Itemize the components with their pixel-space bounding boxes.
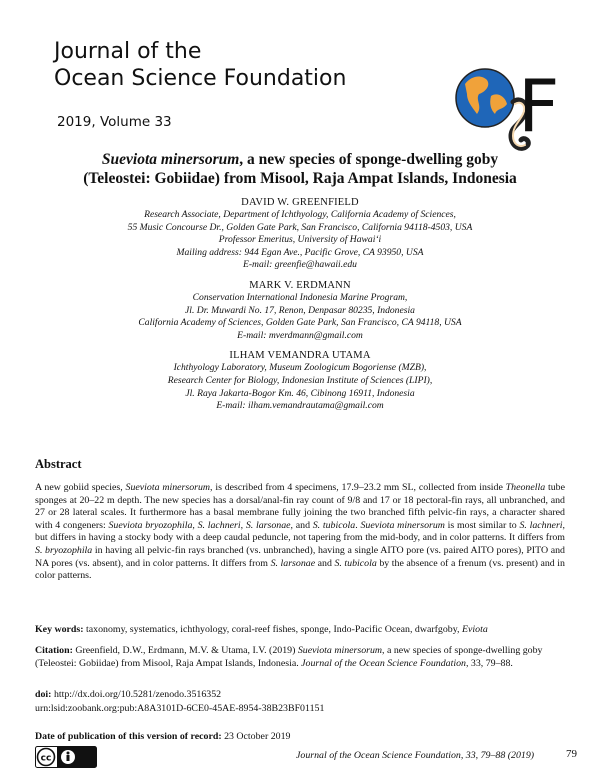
author-block-3 <box>40 349 560 412</box>
author-list <box>40 196 560 420</box>
author-name: MARK V. ERDMANN <box>249 279 351 291</box>
affiliation-line: Jl. Dr. Muwardi No. 17, Renon, Denpasar 80235, Indonesia <box>185 304 415 316</box>
author-name: ILHAM VEMANDRA UTAMA <box>229 350 371 362</box>
abstract-text: , and <box>290 519 313 531</box>
citation-text: , 33, 79–88. <box>465 657 513 669</box>
author-email[interactable]: E-mail: ilham.vemandrautama@gmail.com <box>216 400 384 412</box>
author-email[interactable]: E-mail: greenfie@hawaii.edu <box>243 259 357 271</box>
genus-name: Theonella <box>505 482 546 493</box>
species-name: Sueviota minersorum <box>125 482 211 493</box>
abstract-text: , but differs in having a stocky body with a deep caudal peduncle, not tapering from the mid-body, and in color patterns. It differs from <box>35 519 565 544</box>
abstract-text: , is described from 4 specimens, 17.9–23.2 mm SL, collected from inside <box>210 482 506 493</box>
affiliation-line: Professor Emeritus, University of Hawai‘i <box>218 234 382 246</box>
keywords-genus: Eviota <box>461 624 488 635</box>
abstract-text: . <box>355 519 361 531</box>
doi-label: doi: <box>35 689 52 700</box>
publication-date-label: Date of publication of this version of record: <box>35 731 222 742</box>
species-name: S. larsonae <box>270 557 316 569</box>
abstract-text: , <box>240 519 246 531</box>
species-name: Sueviota bryozophila <box>108 519 193 531</box>
abstract-text: and <box>315 557 335 569</box>
journal-title-line1: Journal of the <box>54 39 202 64</box>
citation-text: , a new species of sponge-dwelling goby (Teleostei: Gobiidae) from Misool, Raja Ampat Islands, Indonesia. <box>35 645 543 669</box>
title-line2: (Teleostei: Gobiidae) from Misool, Raja Ampat Islands, Indonesia <box>83 170 517 187</box>
affiliation-line: Mailing address: 944 Egan Ave., Pacific Grove, CA 93950, USA <box>176 246 424 258</box>
species-name: S. lachneri <box>519 519 563 531</box>
affiliation-line: Jl. Raya Jakarta-Bogor Km. 46, Cibinong 16911, Indonesia <box>185 387 415 399</box>
affiliation-line: Research Associate, Department of Ichthyology, California Academy of Sciences, <box>144 209 456 220</box>
zoobank-urn: urn:lsid:zoobank.org:pub:A8A3101D-6CE0-45AE-8954-38B23BF01151 <box>35 703 325 714</box>
title-species: Sueviota minersorum <box>101 151 240 168</box>
abstract-text: is most similar to <box>444 519 520 531</box>
citation-label: Citation: <box>35 645 73 656</box>
abstract-text: tube sponges at 20–22 m depth. The new species has a dorsal/anal-fin ray count of 9/8 and 17 or 18 pectoral-fin rays, all unbranched, and 27 or 28 lateral scales. It furthermore has a basal membrane fully joining the two branched fifth pelvic-fin rays, a character shared with 4 congeners: <box>35 482 565 531</box>
cc-label: cc <box>40 753 52 764</box>
keywords-label: Key words: <box>35 624 84 635</box>
volume-label: 2019, Volume 33 <box>57 114 172 130</box>
author-name: DAVID W. GREENFIELD <box>241 197 359 208</box>
affiliation-line: Ichthyology Laboratory, Museum Zoologicum Bogoriense (MZB), <box>173 362 427 374</box>
abstract-text: A new gobiid species, <box>35 482 126 493</box>
journal-title <box>54 38 346 92</box>
footer-citation: Journal of the Ocean Science Foundation, 33, 79–88 (2019) <box>296 750 535 761</box>
paper-title <box>40 150 560 188</box>
title-line1-rest: , a new species of sponge-dwelling goby <box>239 151 499 168</box>
page-number: 79 <box>566 748 577 760</box>
doi-line <box>35 689 221 702</box>
journal-title-line2: Ocean Science Foundation <box>54 66 347 91</box>
publication-date <box>35 731 290 744</box>
cc-license-icon[interactable] <box>35 746 97 768</box>
publication-date-value: 23 October 2019 <box>221 731 291 742</box>
abstract-heading: Abstract <box>35 457 82 471</box>
species-name: Sueviota minersorum <box>360 519 445 531</box>
author-email[interactable]: E-mail: mverdmann@gmail.com <box>237 329 363 341</box>
species-name: S. tubicola <box>312 519 356 531</box>
affiliation-line: 55 Music Concourse Dr., Golden Gate Park, San Francisco, California 94118-4503, USA <box>127 221 473 233</box>
keywords-text: taxonomy, systematics, ichthyology, coral-reef fishes, sponge, Indo-Pacific Ocean, dwarfgoby, <box>83 624 462 635</box>
citation-species: Sueviota minersorum <box>297 645 383 656</box>
keywords <box>35 624 575 637</box>
citation-text: Greenfield, D.W., Erdmann, M.V. & Utama, I.V. (2019) <box>72 645 298 656</box>
species-name: S. bryozophila <box>35 544 93 556</box>
species-name: S. tubicola <box>334 557 377 569</box>
species-name: S. lachneri <box>197 519 241 531</box>
abstract-body <box>35 482 565 583</box>
citation <box>35 645 565 670</box>
citation-journal: Journal of the Ocean Science Foundation <box>301 657 466 669</box>
logo-letter-f: F <box>518 64 560 148</box>
abstract-text: , <box>192 519 198 531</box>
doi-link[interactable]: http://dx.doi.org/10.5281/zenodo.3516352 <box>51 689 222 700</box>
author-block-1 <box>40 196 560 272</box>
species-name: S. larsonae <box>245 519 291 531</box>
abstract-text: by the absence of a frenum (vs. present) and in color patterns. <box>35 557 565 582</box>
abstract-text: in having all pelvic-fin rays branched (vs. unbranched), having a single AITO pore (vs. paired AITO pores), PITO and NA pores (vs. absent), and in color patterns. It differs from <box>35 544 565 569</box>
affiliation-line: Research Center for Biology, Indonesian Institute of Sciences (LIPI), <box>167 374 433 386</box>
affiliation-line: Conservation International Indonesia Marine Program, <box>192 291 408 303</box>
author-block-2 <box>40 279 560 342</box>
affiliation-line: California Academy of Sciences, Golden Gate Park, San Francisco, CA 94118, USA <box>138 317 462 329</box>
